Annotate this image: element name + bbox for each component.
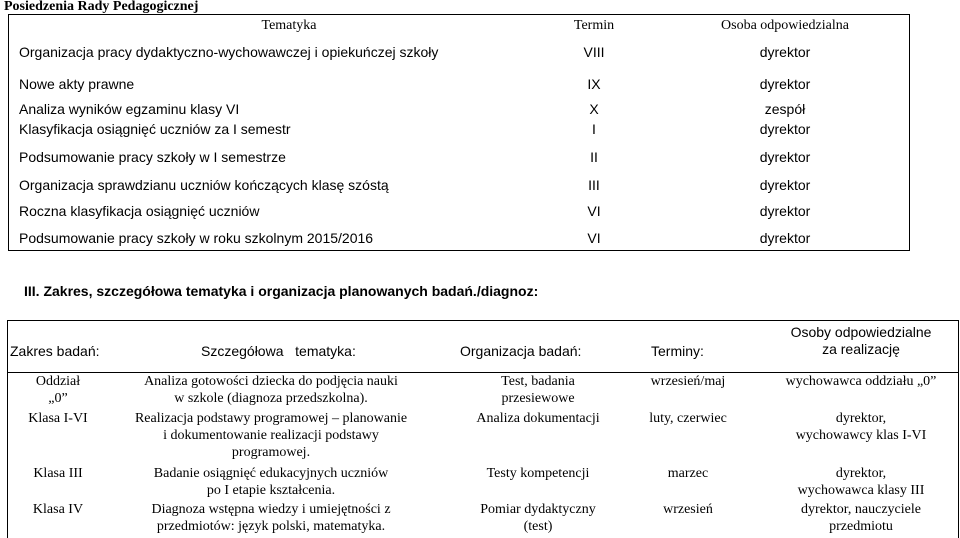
- meeting-term: IX: [587, 76, 601, 92]
- header-org: Organizacja badań:: [460, 343, 582, 359]
- row-detail: Badanie osiągnięć edukacyjnych uczniów: [153, 466, 389, 481]
- research-table: [7, 320, 959, 538]
- meeting-term: VI: [587, 203, 601, 219]
- row-terms: luty, czerwiec: [649, 411, 727, 426]
- row-persons: wychowawcy klas I-VI: [795, 428, 927, 443]
- row-organization: przesiewowe: [501, 391, 575, 406]
- section-title-2: III. Zakres, szczegółowa tematyka i organizacja planowanych badań./diagnoz:: [24, 283, 539, 299]
- section-title-1: Posiedzenia Rady Pedagogicznej: [4, 0, 199, 14]
- header-detail: Szczegółowa tematyka:: [201, 343, 356, 359]
- meeting-topic: Nowe akty prawne: [19, 76, 135, 92]
- header-topic: Tematyka: [261, 18, 317, 33]
- row-scope: „0”: [48, 391, 68, 406]
- row-detail: programowej.: [231, 445, 311, 460]
- header-scope: Zakres badań:: [10, 343, 100, 359]
- row-detail: po I etapie kształcenia.: [206, 483, 336, 498]
- row-organization: Analiza dokumentacji: [476, 411, 600, 426]
- meeting-person: zespół: [764, 101, 806, 117]
- row-persons: wychowawca oddziału „0”: [785, 374, 937, 389]
- meeting-topic: Roczna klasyfikacja osiągnięć uczniów: [19, 203, 260, 219]
- row-scope: Oddział: [35, 374, 81, 389]
- row-detail: przedmiotów: język polski, matematyka.: [156, 519, 386, 534]
- meeting-term: X: [589, 101, 599, 117]
- row-detail: w szkole (diagnoza przedszkolna).: [174, 391, 368, 406]
- row-scope: Klasa III: [33, 466, 83, 481]
- row-terms: wrzesień/maj: [650, 374, 726, 389]
- meeting-person: dyrektor: [759, 203, 811, 219]
- meeting-person: dyrektor: [759, 177, 811, 193]
- meeting-topic: Analiza wyników egzaminu klasy VI: [19, 101, 240, 117]
- header-persons-line2: za realizację: [822, 341, 900, 357]
- meeting-person: dyrektor: [759, 44, 811, 60]
- row-detail: i dokumentowanie realizacji podstawy: [163, 428, 379, 443]
- meeting-person: dyrektor: [759, 121, 811, 137]
- meeting-person: dyrektor: [759, 76, 811, 92]
- row-detail: Analiza gotowości dziecka do podjęcia nauki: [144, 374, 398, 389]
- row-scope: Klasa I-VI: [28, 411, 88, 426]
- row-organization: Pomiar dydaktyczny: [480, 502, 596, 517]
- meeting-person: dyrektor: [759, 230, 811, 246]
- row-persons: dyrektor,: [835, 411, 887, 426]
- row-persons: przedmiotu: [829, 519, 893, 534]
- meeting-topic: Podsumowanie pracy szkoły w roku szkolnym 2015/2016: [19, 230, 374, 246]
- meeting-term: I: [592, 121, 596, 137]
- research-table-header-divider: [7, 372, 959, 373]
- row-organization: Test, badania: [501, 374, 575, 389]
- row-terms: marzec: [667, 466, 709, 481]
- header-person: Osoba odpowiedzialna: [721, 18, 849, 33]
- row-organization: (test): [523, 519, 553, 534]
- meeting-term: VIII: [583, 44, 605, 60]
- meetings-table: [8, 14, 910, 251]
- meeting-topic: Organizacja sprawdzianu uczniów kończących klasę szóstą: [19, 177, 389, 193]
- meeting-person: dyrektor: [759, 149, 811, 165]
- row-scope: Klasa IV: [32, 502, 84, 517]
- header-terms: Terminy:: [651, 343, 704, 359]
- row-persons: dyrektor,: [835, 466, 887, 481]
- row-persons: wychowawca klasy III: [797, 483, 925, 498]
- meeting-term: VI: [587, 230, 601, 246]
- meeting-topic: Klasyfikacja osiągnięć uczniów za I semestr: [19, 121, 291, 137]
- meeting-term: II: [590, 149, 598, 165]
- meeting-term: III: [588, 177, 600, 193]
- row-detail: Realizacja podstawy programowej – planowanie: [134, 411, 408, 426]
- meeting-topic: Podsumowanie pracy szkoły w I semestrze: [19, 149, 286, 165]
- meeting-topic: Organizacja pracy dydaktyczno-wychowawczej i opiekuńczej szkoły: [19, 44, 439, 60]
- row-persons: dyrektor, nauczyciele: [801, 502, 921, 517]
- row-detail: Diagnoza wstępna wiedzy i umiejętności z: [151, 502, 391, 517]
- header-persons-line1: Osoby odpowiedzialne: [790, 324, 932, 340]
- header-term: Termin: [573, 18, 615, 33]
- row-organization: Testy kompetencji: [486, 466, 590, 481]
- row-terms: wrzesień: [663, 502, 713, 517]
